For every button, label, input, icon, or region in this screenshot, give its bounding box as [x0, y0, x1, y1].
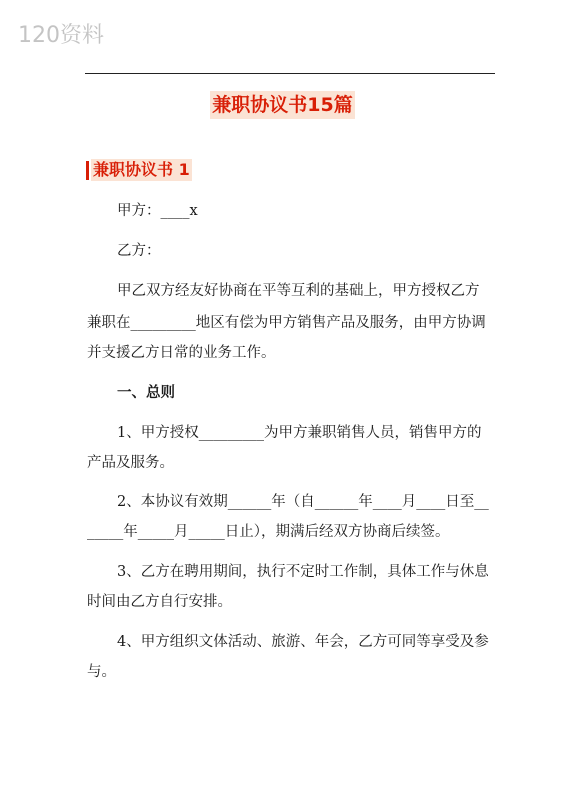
clause-1-line-1: 1、甲方授权_________为甲方兼职销售人员，销售甲方的 — [117, 425, 482, 441]
party-b-line: 乙方： — [117, 243, 161, 259]
section-heading-text: 兼职协议书 1 — [93, 160, 190, 179]
party-a-line: 甲方：____x — [117, 203, 198, 219]
clause-3-line-1: 3、乙方在聘用期间，执行不定时工作制，具体工作与休息 — [117, 564, 489, 580]
clause-4-line-1: 4、甲方组织文体活动、旅游、年会，乙方可同等享受及参 — [117, 634, 489, 650]
header-rule — [85, 73, 495, 74]
clause-1-line-2: 产品及服务。 — [87, 455, 174, 471]
section-heading — [86, 159, 192, 181]
section-marker — [86, 161, 89, 180]
intro-line-2: 兼职在_________地区有偿为甲方销售产品及服务，由甲方协调 — [87, 315, 486, 331]
document-title-text: 兼职协议书15篇 — [210, 91, 354, 119]
clause-3-line-2: 时间由乙方自行安排。 — [87, 594, 232, 610]
clause-4-line-2: 与。 — [87, 664, 116, 680]
watermark-logo: 120资料 — [18, 23, 104, 48]
intro-line-1: 甲乙双方经友好协商在平等互利的基础上，甲方授权乙方 — [117, 283, 480, 299]
clause-2-line-1: 2、本协议有效期______年（自______年____月____日至__ — [117, 494, 489, 510]
clause-2-line-2: _____年_____月_____日止），期满后经双方协商后续签。 — [87, 524, 450, 540]
general-heading: 一、总则 — [117, 384, 175, 401]
intro-line-3: 并支援乙方日常的业务工作。 — [87, 345, 276, 361]
document-title — [0, 91, 565, 119]
